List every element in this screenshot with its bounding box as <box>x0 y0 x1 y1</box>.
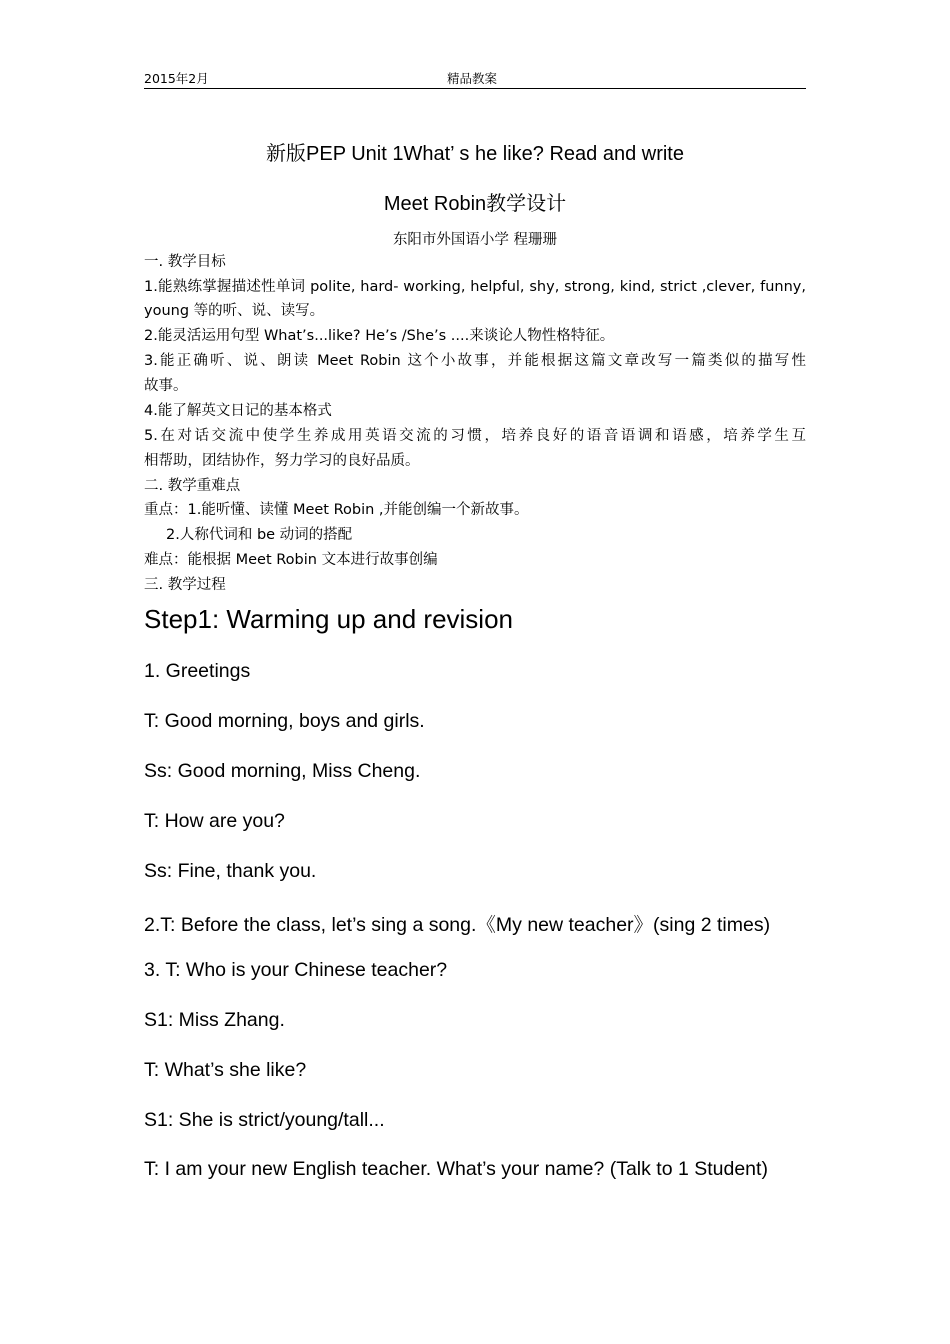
dialogue-line: T: How are you? <box>144 810 285 832</box>
objective-2: 2.能灵活运用句型 What’s...like? He’s /She’s ....来谈论人物性格特征。 <box>144 328 615 344</box>
step1-heading: Step1: Warming up and revision <box>144 604 514 634</box>
section-heading-key-points: 二. 教学重难点 <box>144 478 241 494</box>
dialogue-line: T: I am your new English teacher. What’s your name? (Talk to 1 Student) <box>144 1158 768 1180</box>
header-center-text: 精品教案 <box>447 71 498 86</box>
objective-4: 4.能了解英文日记的基本格式 <box>144 403 332 419</box>
author-line: 东阳市外国语小学 程珊珊 <box>392 232 558 248</box>
dialogue-line: T: Good morning, boys and girls. <box>144 710 425 732</box>
section-heading-objectives: 一. 教学目标 <box>144 254 226 270</box>
objective-3-line2: 故事。 <box>144 378 188 394</box>
dialogue-line: Ss: Fine, thank you. <box>144 860 317 882</box>
header-date: 2015年2月 <box>144 71 209 86</box>
objective-5-line2: 相帮助，团结协作，努力学习的良好品质。 <box>144 453 420 469</box>
objective-1-line1: 1.能熟练掌握描述性单词 polite, hard- working, helpful, shy, strong, kind, strict ,clever, funny, <box>144 279 806 295</box>
section-heading-process: 三. 教学过程 <box>144 577 226 593</box>
objective-3-line1: 3.能正确听、说、朗读 Meet Robin 这个小故事，并能根据这篇文章改写一篇类似的描写性 <box>144 353 806 369</box>
dialogue-line: 1. Greetings <box>144 660 251 682</box>
key-point-2: 2.人称代词和 be 动词的搭配 <box>166 527 353 543</box>
document-title-line1: 新版PEP Unit 1What’ s he like? Read and write <box>266 143 684 165</box>
document-title-line2: Meet Robin教学设计 <box>383 193 567 215</box>
dialogue-line: 2.T: Before the class, let’s sing a song.《My new teacher》(sing 2 times) <box>144 914 771 936</box>
dialogue-line: Ss: Good morning, Miss Cheng. <box>144 760 421 782</box>
dialogue-line: S1: She is strict/young/tall... <box>144 1109 385 1131</box>
dialogue-line: 3. T: Who is your Chinese teacher? <box>144 959 448 981</box>
dialogue-line: T: What’s she like? <box>144 1059 307 1081</box>
objective-5-line1: 5.在对话交流中使学生养成用英语交流的习惯，培养良好的语音语调和语感，培养学生互 <box>144 428 806 444</box>
difficulty-point: 难点：能根据 Meet Robin 文本进行故事创编 <box>144 552 438 568</box>
dialogue-line: S1: Miss Zhang. <box>144 1009 285 1031</box>
page-header <box>144 68 806 89</box>
objective-1-line2: young 等的听、说、读写。 <box>144 303 325 319</box>
key-point-1: 重点：1.能听懂、读懂 Meet Robin ,并能创编一个新故事。 <box>144 502 529 518</box>
